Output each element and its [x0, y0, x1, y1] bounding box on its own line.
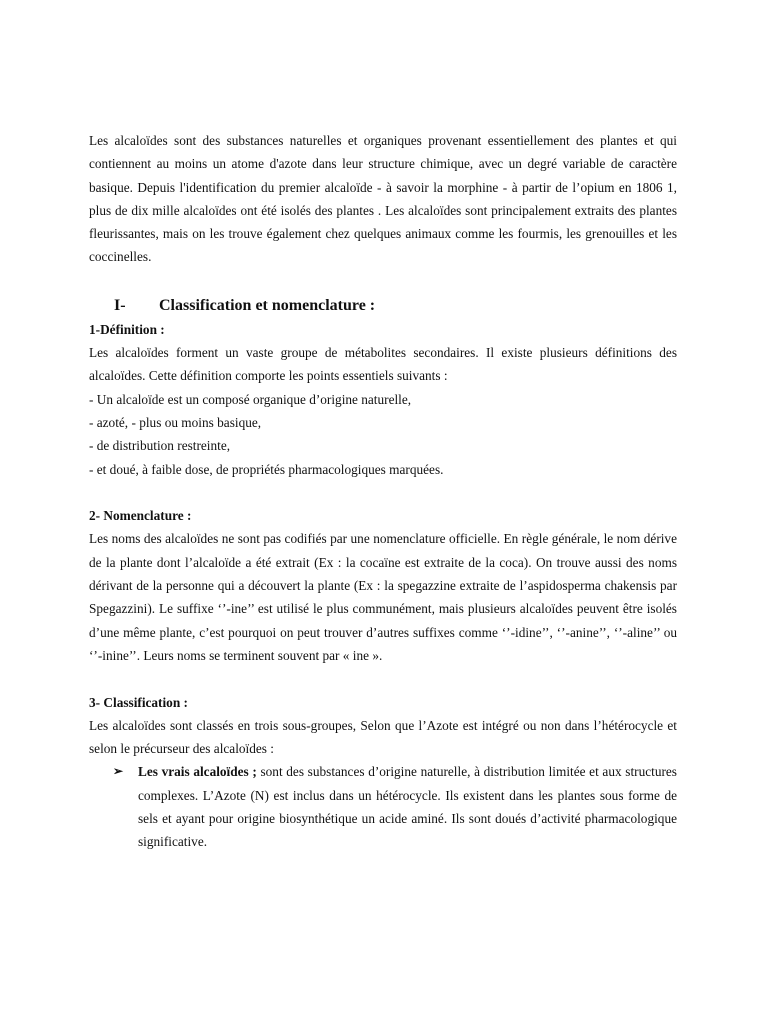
classification-paragraph: Les alcaloïdes sont classés en trois sous-groupes, Selon que l’Azote est intégré ou non dans l’hétérocycle et selon le précurseur des alcaloïdes :: [89, 717, 677, 757]
section-title: Classification et nomenclature :: [159, 296, 376, 314]
nomenclature-paragraph: Les noms des alcaloïdes ne sont pas codifiés par une nomenclature officielle. En règle générale, le nom dérive de la plante dont l’alcaloïde a été extrait (Ex : la cocaïne est extraite de la coca). On trouve aussi des noms dérivant de la personne qui a découvert la plante (Ex : la spegazzine extraite de l’aspidosperma chakensis par Spegazzini). Le suffixe ‘’-ine’’ est utilisé le plus communément, mais plusieurs alcaloïdes peuvent être isolés d’une même plante, c’est pourquoi on peut trouver d’autres suffixes comme ‘’-idine’’, ‘’-anine’’, ‘’-aline’’ ou ‘’-inine’’. Leurs noms se terminent souvent par « ine ».: [89, 531, 677, 663]
document-page: [89, 129, 677, 854]
classification-heading: 3- Classification :: [89, 694, 188, 710]
classification-bullet: [89, 760, 677, 853]
definition-heading: 1-Définition :: [89, 321, 165, 337]
spacer: [89, 481, 677, 504]
bullet-text: sont des substances d’origine naturelle, à distribution limitée et aux structures complexes. L’Azote (N) est inclus dans un hétérocycle. Ils existent dans les plantes sous forme de sels et ayant pour origine biosynthétique un acide aminé. Ils sont doués d’activité pharmacologique significative.: [138, 764, 677, 850]
spacer: [89, 667, 677, 690]
section-number: I-: [114, 296, 126, 314]
definition-item: - azoté, - plus ou moins basique,: [89, 414, 262, 430]
arrow-bullet-icon: ➢: [113, 764, 124, 779]
intro-paragraph: Les alcaloïdes sont des substances naturelles et organiques provenant essentiellement des plantes et qui contiennent au moins un atome d'azote dans leur structure chimique, avec un degré variable de caractère basique. Depuis l'identification du premier alcaloïde - à savoir la morphine - à partir de l’opium en 1806 1, plus de dix mille alcaloïdes ont été isolés des plantes . Les alcaloïdes sont principalement extraits des plantes fleurissantes, mais on les trouve également chez quelques animaux comme les fourmis, les grenouilles et les coccinelles.: [89, 133, 677, 265]
definition-paragraph: Les alcaloïdes forment un vaste groupe de métabolites secondaires. Il existe plusieurs définitions des alcaloïdes. Cette définition comporte les points essentiels suivants :: [89, 345, 677, 384]
section-heading: [89, 295, 677, 317]
definition-item: - de distribution restreinte,: [89, 438, 231, 454]
definition-item: - et doué, à faible dose, de propriétés pharmacologiques marquées.: [89, 461, 444, 477]
definition-item: - Un alcaloïde est un composé organique d’origine naturelle,: [89, 391, 412, 407]
bullet-paragraph: [138, 760, 677, 853]
bullet-term: Les vrais alcaloïdes ;: [138, 764, 257, 780]
nomenclature-heading: 2- Nomenclature :: [89, 508, 192, 524]
